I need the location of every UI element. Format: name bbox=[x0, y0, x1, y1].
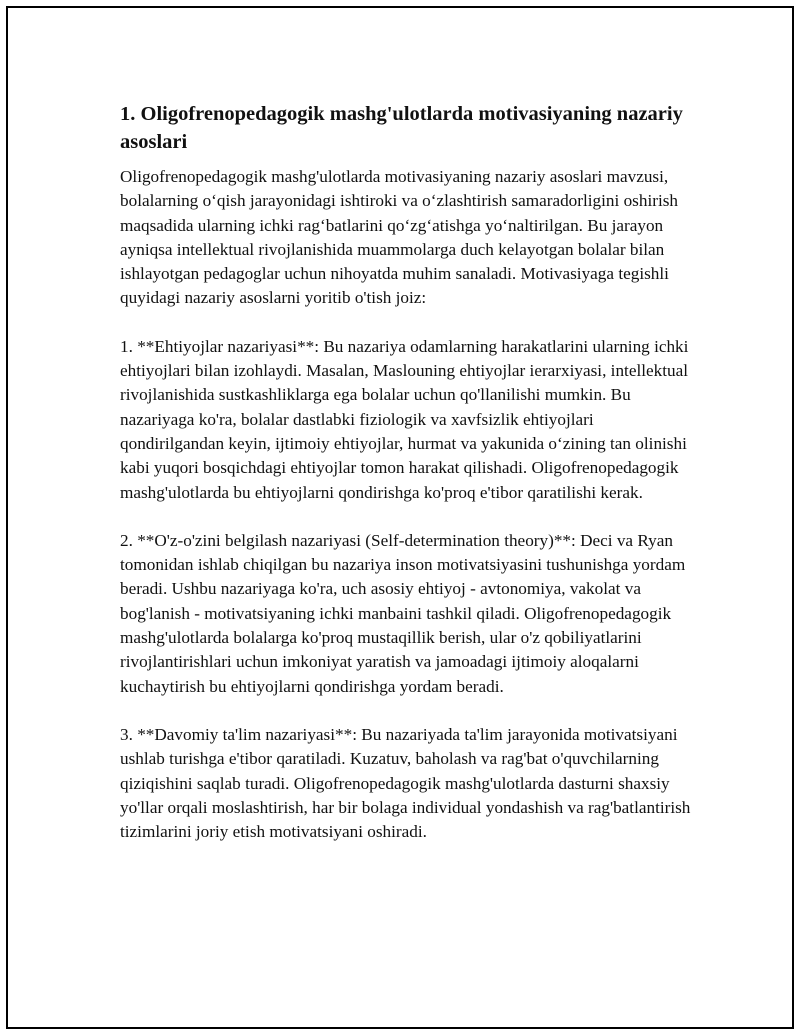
self-determination-paragraph: 2. **O'z-o'zini belgilash nazariyasi (Self-determination theory)**: Deci va Ryan tomonidan ishlab chiqilgan bu nazariya inson motivatsiyasini tushunishga yordam beradi. Ushbu nazariyaga ko'ra, uch asosiy ehtiyoj - avtonomiya, vakolat va bog'lanish - motivatsiyaning ichki manbaini tashkil qiladi. Oligofrenopedagogik mashg'ulotlarda bolalarga ko'proq mustaqillik berish, ular o'z qobiliyatlarini rivojlantirishlari uchun imkoniyat yaratish va jamoadagi ijtimoiy aloqalarni kuchaytirish bu ehtiyojlarni qondirishga yordam beradi. bbox=[120, 530, 686, 696]
needs-theory-paragraph: 1. **Ehtiyojlar nazariyasi**: Bu nazariya odamlarning harakatlarini ularning ichki ehtiyojlari bilan izohlaydi. Masalan, Maslouning ehtiyojlar ierarxiyasi, intellektual rivojlanishida sustkashliklarga ega bolalar uchun qo'llanilishi mumkin. Bu nazariyaga ko'ra, bolalar dastlabki fiziologik va xavfsizlik ehtiyojlari qondirilgandan keyin, ijtimoiy ehtiyojlar, hurmat va yakunida o‘zining tan olinishi kabi yuqori bosqichdagi ehtiyojlar tomon harakat qilishadi. Oligofrenopedagogik mashg'ulotlarda bu ehtiyojlarni qondirishga ko'proq e'tibor qaratilishi kerak. bbox=[120, 336, 689, 502]
section-heading: 1. Oligofrenopedagogik mashg'ulotlarda motivasiyaning nazariy asoslari bbox=[120, 103, 683, 153]
continuous-learning-paragraph: 3. **Davomiy ta'lim nazariyasi**: Bu nazariyada ta'lim jarayonida motivatsiyani ushlab turishga e'tibor qaratiladi. Kuzatuv, baholash va rag'bat o'quvchilarning qiziqishini saqlab turadi. Oligofrenopedagogik mashg'ulotlarda dasturni shaxsiy yo'llar orqali moslashtirish, har bir bolaga individual yondashish va rag'batlantirish tizimlarini joriy etish motivatsiyani oshiradi. bbox=[120, 724, 691, 842]
page-frame bbox=[6, 6, 794, 1029]
intro-paragraph: Oligofrenopedagogik mashg'ulotlarda motivasiyaning nazariy asoslari mavzusi, bolalarning o‘qish jarayonidagi ishtiroki va o‘zlashtirish samaradorligini oshirish maqsadida ularning ichki rag‘batlarini qo‘zg‘atishga yo‘naltirilgan. Bu jarayon ayniqsa intellektual rivojlanishida muammolarga duch kelayotgan bolalar bilan ishlayotgan pedagoglar uchun nihoyatda muhim sanaladi. Motivasiyaga tegishli quyidagi nazariy asoslarni yoritib o'tish joiz: bbox=[120, 167, 679, 308]
document-body bbox=[120, 100, 700, 868]
